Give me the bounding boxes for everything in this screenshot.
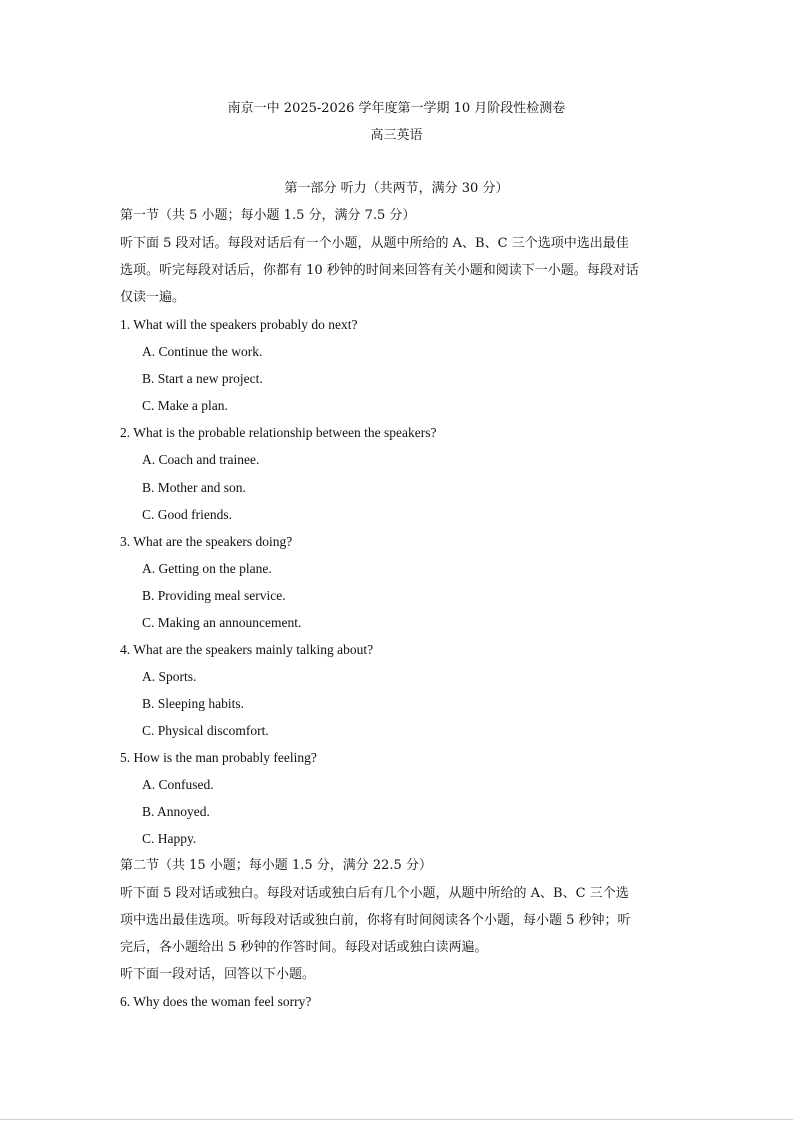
answer-option: B. Start a new project.: [142, 371, 263, 386]
section1-title: 第一节（共 5 小题；每小题 1.5 分，满分 7.5 分）: [120, 208, 416, 223]
section1-instruction-line: 选项。听完每段对话后，你都有 10 秒钟的时间来回答有关小题和阅读下一小题。每段对话: [120, 263, 639, 278]
question-stem: 3. What are the speakers doing?: [120, 534, 293, 549]
section1-instruction-line: 听下面 5 段对话。每段对话后有一个小题，从题中所给的 A、B、C 三个选项中选出最佳: [120, 236, 629, 251]
answer-option: C. Happy.: [142, 831, 197, 846]
section2-instruction-line: 项中选出最佳选项。听每段对话或独白前，你将有时间阅读各个小题，每小题 5 秒钟；听: [120, 913, 631, 928]
answer-option: C. Making an announcement.: [142, 615, 302, 630]
section2-instruction-line: 听下面 5 段对话或独白。每段对话或独白后有几个小题，从题中所给的 A、B、C 三个选: [120, 886, 629, 901]
answer-option: A. Coach and trainee.: [142, 452, 260, 467]
answer-option: A. Continue the work.: [142, 344, 263, 359]
subject-title: 高三英语: [370, 128, 423, 143]
question-stem: 4. What are the speakers mainly talking about?: [120, 642, 374, 657]
answer-option: B. Providing meal service.: [142, 588, 286, 603]
answer-option: C. Physical discomfort.: [142, 723, 269, 738]
exam-title: 南京一中 2025-2026 学年度第一学期 10 月阶段性检测卷: [227, 101, 566, 116]
answer-option: A. Sports.: [142, 669, 197, 684]
section2-title: 第二节（共 15 小题；每小题 1.5 分，满分 22.5 分）: [120, 858, 432, 873]
question-stem: 2. What is the probable relationship between the speakers?: [120, 425, 437, 440]
section1-instruction-line: 仅读一遍。: [120, 290, 186, 305]
page-bottom-divider: [0, 1119, 793, 1120]
question-stem: 1. What will the speakers probably do next?: [120, 317, 358, 332]
question-stem: 5. How is the man probably feeling?: [120, 750, 317, 765]
part-title: 第一部分 听力（共两节，满分 30 分）: [284, 181, 509, 196]
answer-option: C. Good friends.: [142, 507, 232, 522]
answer-option: B. Mother and son.: [142, 480, 246, 495]
sub-instruction: 听下面一段对话，回答以下小题。: [120, 967, 316, 982]
answer-option: B. Annoyed.: [142, 804, 210, 819]
section2-instruction-line: 完后，各小题给出 5 秒钟的作答时间。每段对话或独白读两遍。: [120, 940, 488, 955]
answer-option: A. Confused.: [142, 777, 214, 792]
answer-option: A. Getting on the plane.: [142, 561, 272, 576]
answer-option: B. Sleeping habits.: [142, 696, 244, 711]
answer-option: C. Make a plan.: [142, 398, 228, 413]
question-stem: 6. Why does the woman feel sorry?: [120, 994, 312, 1009]
